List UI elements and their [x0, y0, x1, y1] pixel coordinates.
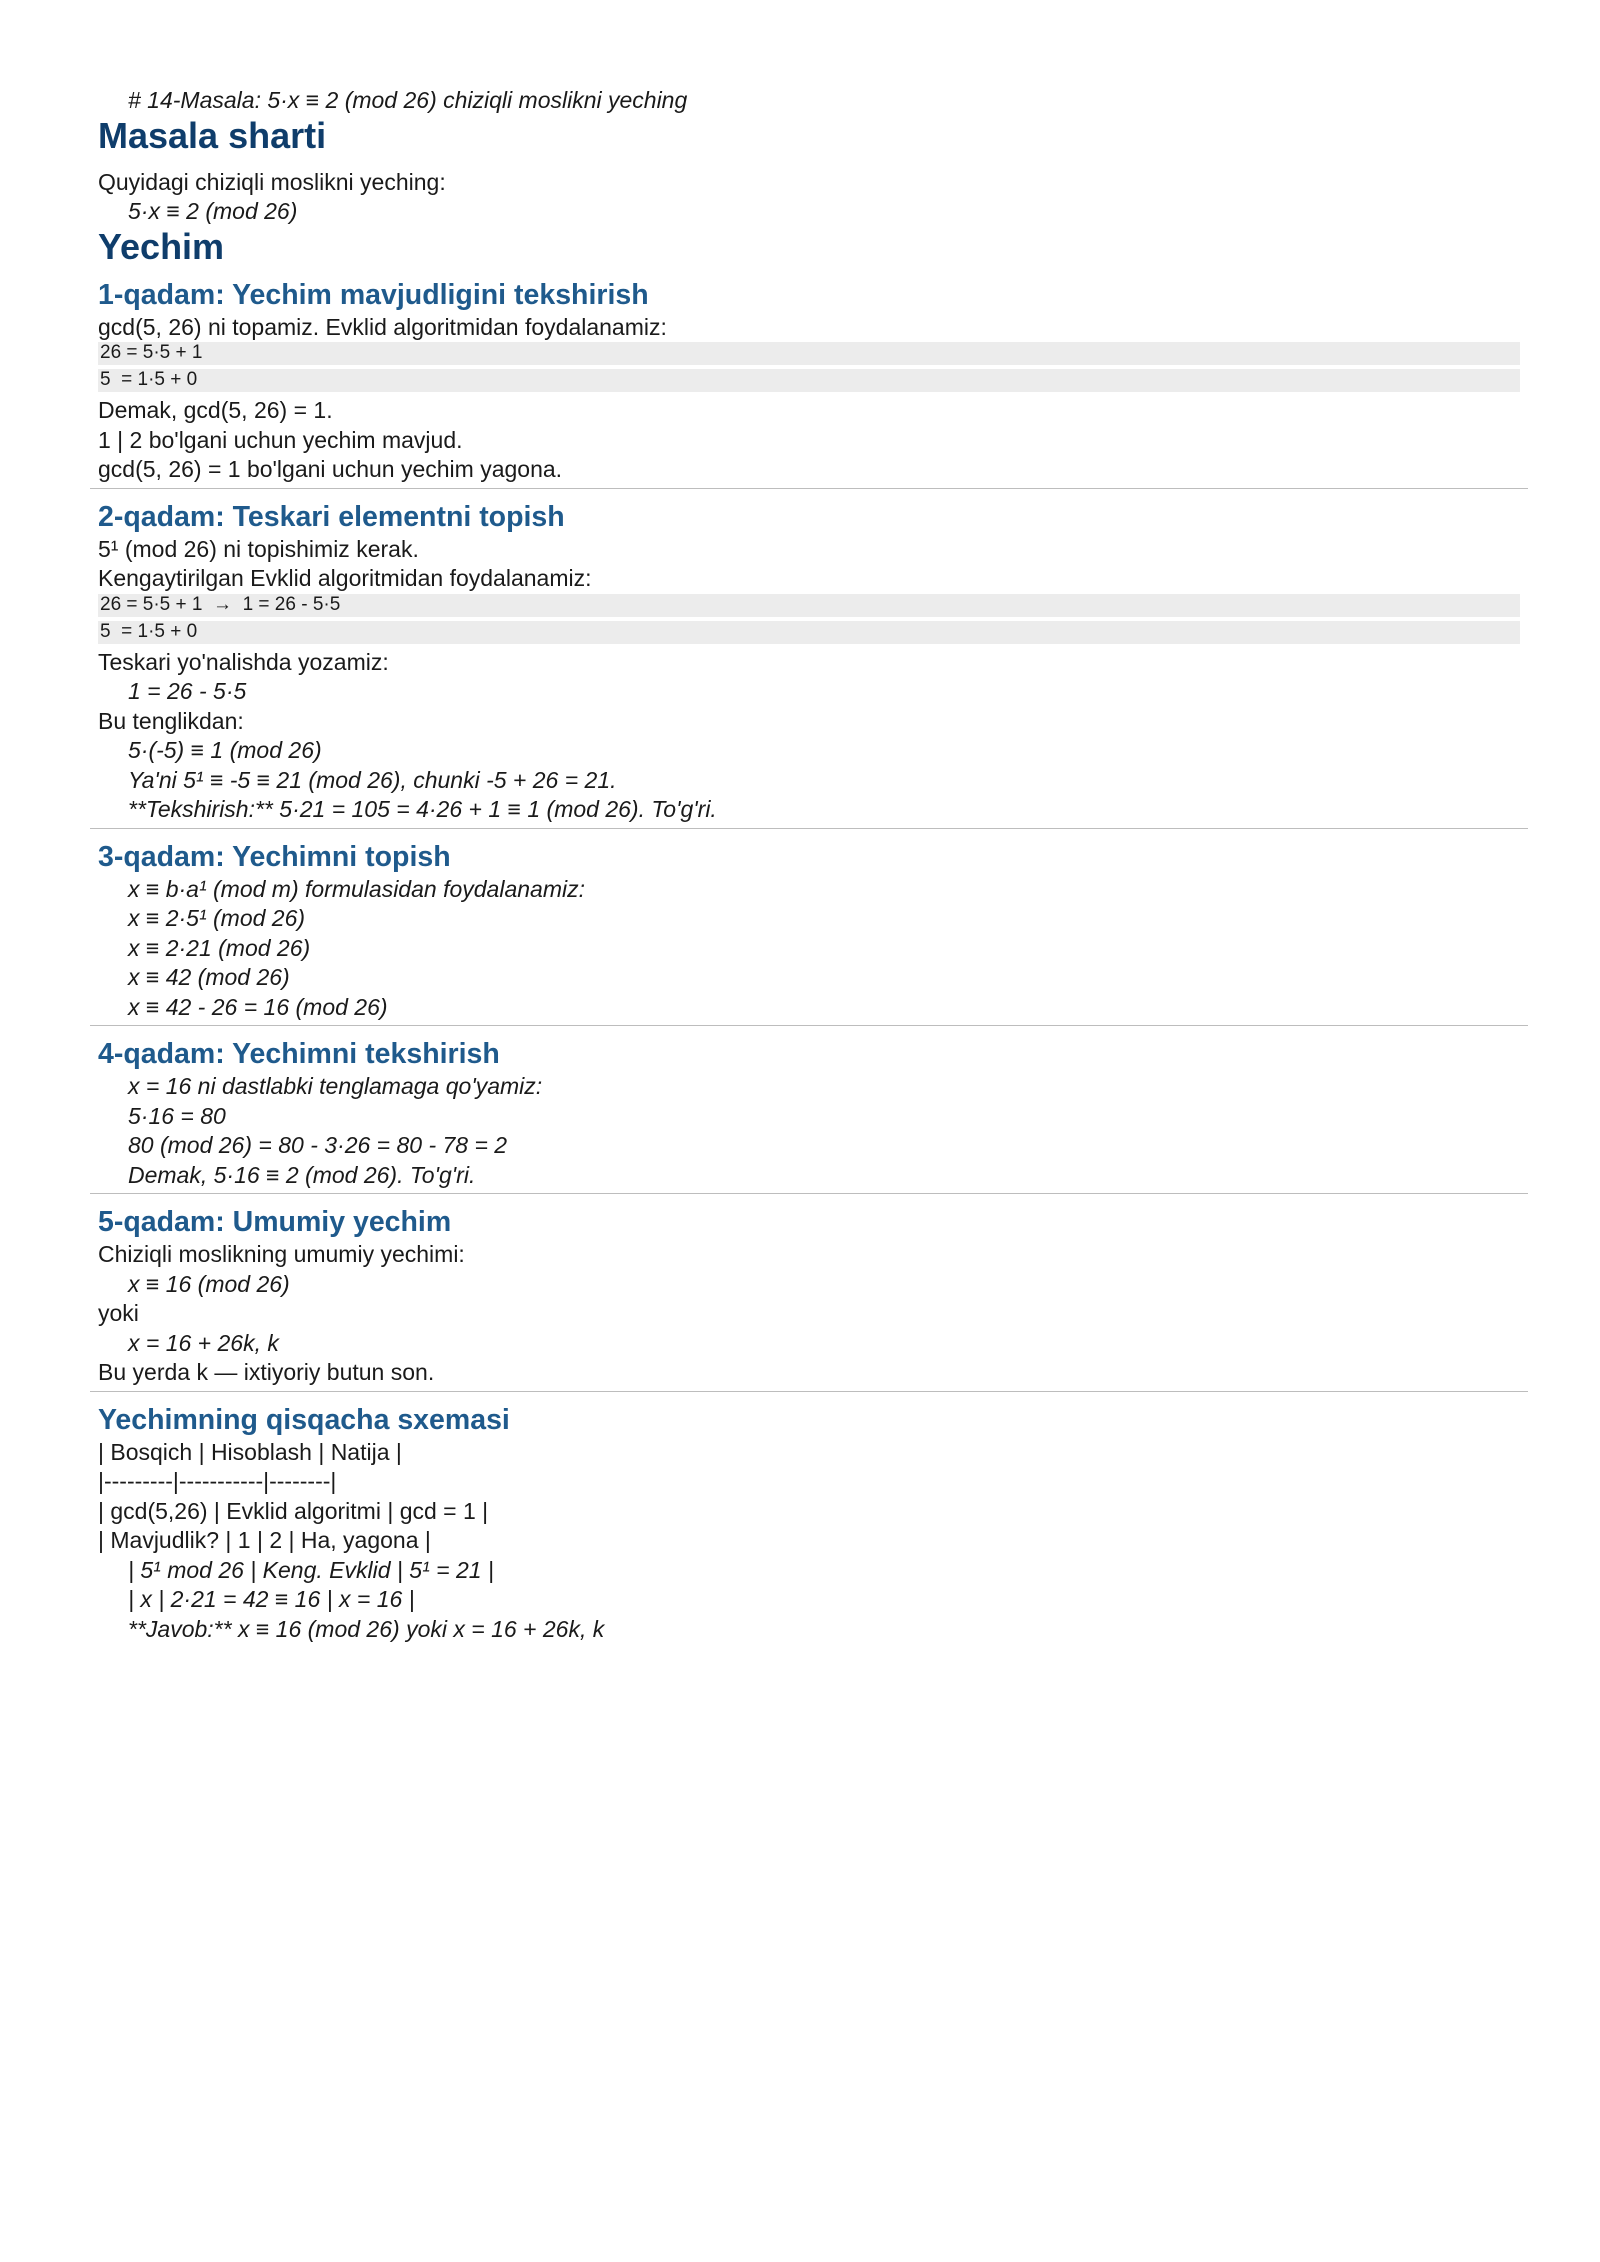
step1-code-line: 26 = 5·5 + 1	[98, 342, 1520, 365]
header-line: # 14-Masala: 5·x ≡ 2 (mod 26) chiziqli moslikni yeching	[128, 87, 688, 113]
summary-title: Yechimning qisqacha sxemasi	[98, 1403, 510, 1436]
step3-indent-line: x ≡ 2·21 (mod 26)	[128, 934, 311, 961]
document-page	[98, 86, 1520, 1644]
step1-line: 1 | 2 bo'lgani uchun yechim mavjud.	[98, 426, 463, 453]
step2-line: 5¹ (mod 26) ni topishimiz kerak.	[98, 535, 419, 562]
yechim-title: Yechim	[98, 225, 225, 267]
masala-title: Masala sharti	[98, 114, 327, 156]
masala-intro: Quyidagi chiziqli moslikni yeching:	[98, 168, 446, 195]
step2-line: Teskari yo'nalishda yozamiz:	[98, 648, 389, 675]
summary-indent-line: | x | 2·21 = 42 ≡ 16 | x = 16 |	[128, 1586, 415, 1612]
step3-indent-line: x ≡ 2·5¹ (mod 26)	[128, 905, 306, 931]
summary-section	[98, 1402, 1520, 1645]
step5-title: 5-qadam: Umumiy yechim	[98, 1206, 452, 1238]
step3-indent-line: x ≡ 42 - 26 = 16 (mod 26)	[128, 993, 388, 1020]
step4-indent-line: 5·16 = 80	[128, 1102, 226, 1129]
step2-title: 2-qadam: Teskari elementni topish	[98, 500, 565, 533]
summary-line: | gcd(5,26) | Evklid algoritmi | gcd = 1 |	[98, 1497, 489, 1524]
step1-intro: gcd(5, 26) ni topamiz. Evklid algoritmidan foydalanamiz:	[98, 313, 667, 340]
step2-section	[98, 499, 1520, 829]
step5-line: Bu yerda k — ixtiyoriy butun son.	[98, 1359, 435, 1385]
step2-indent-line: 1 = 26 - 5·5	[128, 678, 247, 704]
masala-equation: 5·x ≡ 2 (mod 26)	[128, 198, 298, 224]
step2-indent-line: **Tekshirish:** 5·21 = 105 = 4·26 + 1 ≡ 1 (mod 26). To'g'ri.	[128, 796, 717, 822]
step3-title: 3-qadam: Yechimni topish	[98, 840, 451, 873]
section-divider	[90, 1391, 1528, 1392]
step2-indent-line: Ya'ni 5¹ ≡ -5 ≡ 21 (mod 26), chunki -5 + 26 = 21.	[128, 766, 617, 793]
step5-line: yoki	[98, 1300, 139, 1326]
step2-line: Kengaytirilgan Evklid algoritmidan foydalanamiz:	[98, 565, 592, 591]
step2-code-line: 26 = 5·5 + 1 → 1 = 26 - 5·5	[98, 594, 1520, 617]
section-divider	[90, 1193, 1528, 1194]
step5-indent-line: x ≡ 16 (mod 26)	[128, 1270, 290, 1297]
summary-line: | Mavjudlik? | 1 | 2 | Ha, yagona |	[98, 1527, 431, 1553]
step5-indent-line: x = 16 + 26k, k	[128, 1329, 279, 1356]
section-divider	[90, 828, 1528, 829]
step4-indent-line: 80 (mod 26) = 80 - 3·26 = 80 - 78 = 2	[128, 1132, 508, 1158]
step3-section	[98, 839, 1520, 1027]
step4-indent-line: x = 16 ni dastlabki tenglamaga qo'yamiz:	[128, 1073, 543, 1099]
step4-indent-line: Demak, 5·16 ≡ 2 (mod 26). To'g'ri.	[128, 1161, 476, 1188]
summary-line: |---------|-----------|--------|	[98, 1468, 337, 1494]
section-divider	[90, 1025, 1528, 1026]
summary-answer: **Javob:** x ≡ 16 (mod 26) yoki x = 16 + 26k, k	[128, 1615, 605, 1642]
step1-title: 1-qadam: Yechim mavjudligini tekshirish	[98, 278, 649, 311]
step3-indent-line: x ≡ 42 (mod 26)	[128, 964, 290, 990]
step1-line: gcd(5, 26) = 1 bo'lgani uchun yechim yagona.	[98, 456, 563, 482]
step1-section	[98, 277, 1520, 489]
step5-section	[98, 1204, 1520, 1392]
step5-line: Chiziqli moslikning umumiy yechimi:	[98, 1241, 465, 1267]
summary-indent-line: | 5¹ mod 26 | Keng. Evklid | 5¹ = 21 |	[128, 1556, 494, 1583]
summary-line: | Bosqich | Hisoblash | Natija |	[98, 1438, 402, 1465]
step2-line: Bu tenglikdan:	[98, 707, 244, 734]
step4-section	[98, 1036, 1520, 1194]
step1-line: Demak, gcd(5, 26) = 1.	[98, 397, 333, 423]
step2-indent-line: 5·(-5) ≡ 1 (mod 26)	[128, 737, 322, 763]
step2-code-line: 5 = 1·5 + 0	[98, 621, 1520, 644]
step4-title: 4-qadam: Yechimni tekshirish	[98, 1038, 500, 1070]
step3-indent-line: x ≡ b·a¹ (mod m) formulasidan foydalanamiz:	[128, 875, 585, 902]
section-divider	[90, 488, 1528, 489]
step1-code-line: 5 = 1·5 + 0	[98, 369, 1520, 392]
